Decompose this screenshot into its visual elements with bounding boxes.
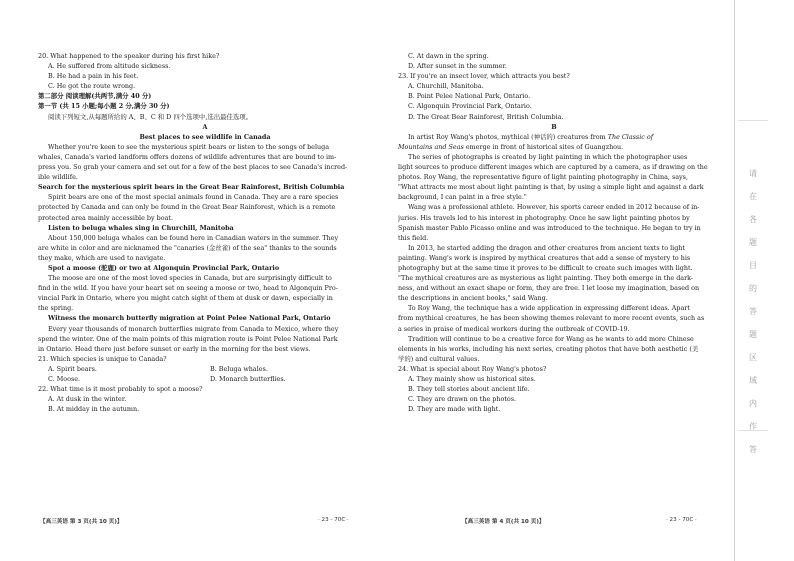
text-line: In 2013, he started adding the dragon and other creatures from ancient texts to light xyxy=(408,243,685,252)
q21-option-c[interactable]: C. Moose. xyxy=(48,375,81,383)
text-line: The series of photographs is created by light painting in which the photographer uses xyxy=(408,152,688,161)
text-line: find in the wild. If you have your heart set on seeing a moose or two, head to Algonquin Pro- xyxy=(38,284,338,293)
text-line: Wang was a professional athlete. However, his sports career ended in 2012 because of in- xyxy=(408,203,700,212)
margin-char: 在 xyxy=(749,192,757,201)
heading-moose: Spot a moose (驼鹿) or two at Algonquin Provincial Park, Ontario xyxy=(48,263,280,272)
q21-option-a[interactable]: A. Spirit bears. xyxy=(48,364,97,373)
text-line: they make, which are used to navigate. xyxy=(38,253,166,262)
text-line: Spirit bears are one of the most special animals found in Canada. They are a rare species xyxy=(48,193,339,202)
left-column xyxy=(38,51,372,414)
text-line: Whether you're keen to see the mysterious spirit bears or listen to the songs of beluga xyxy=(48,142,330,151)
text-line: "The mythical creatures are as mysterious as light painting. They both emerge in the dark- xyxy=(398,274,694,283)
text-line: The moose are one of the most loved species in Canada, but are surprisingly difficult to xyxy=(48,274,332,283)
paragraph-moose xyxy=(38,273,372,313)
heading-monarch-butterfly: Witness the monarch butterfly migration at Point Pelee National Park, Ontario xyxy=(48,314,331,323)
text-line: ible wildlife. xyxy=(38,173,78,182)
text-line: are white in color and are nicknamed the "canaries (金丝雀) of the sea" thanks to the sounds xyxy=(38,243,337,252)
text-line xyxy=(398,132,710,142)
book-title-span: Mountains and Seas xyxy=(398,142,464,151)
margin-char: 区 xyxy=(749,353,757,362)
answer-area-margin xyxy=(734,0,775,561)
text-line: photography but at the same time it proves to be difficult to create such images with light. xyxy=(398,263,693,272)
margin-divider xyxy=(738,120,768,121)
text-line: the descriptions in ancient books," said Wang. xyxy=(398,294,548,303)
passage-a-letter: A xyxy=(202,122,208,131)
paragraph-b-1 xyxy=(398,132,710,152)
q23-option-a[interactable]: A. Churchill, Manitoba. xyxy=(408,82,484,91)
text-line: juries. His travels led to his interest in photography. Once he saw light painting photos by xyxy=(398,213,690,222)
paragraph-b-3 xyxy=(398,202,710,242)
margin-char: 题 xyxy=(749,330,757,339)
q23-option-b[interactable]: B. Point Pelee National Park, Ontario. xyxy=(408,92,531,101)
paragraph-b-6 xyxy=(398,334,710,364)
right-column xyxy=(398,51,710,414)
q23-option-d[interactable]: D. The Great Bear Rainforest, British Columbia. xyxy=(408,112,564,121)
q24-option-d[interactable]: D. They are made with light. xyxy=(408,405,501,414)
book-title-span: The Classic of xyxy=(607,132,654,141)
text-line: painting. Wang's work is inspired by mythical creatures that add a sense of mystery to his xyxy=(398,253,691,262)
q22-option-c[interactable]: C. At dawn in the spring. xyxy=(408,52,489,60)
text-line: About 150,000 beluga whales can be found here in Canadian waters in the summer. They xyxy=(48,233,339,242)
q24-question: 24. What is special about Roy Wang's photos? xyxy=(398,364,547,373)
text-line: To Roy Wang, the technique has a wide application in expressing different ideas. Apart xyxy=(408,304,690,313)
paragraph-spirit-bears xyxy=(38,192,372,222)
margin-char: 答 xyxy=(749,445,757,454)
text-line: Spanish master Pablo Picasso online and was introduced to the technique. He began to try in xyxy=(398,223,701,232)
text-line: 学的) and cultural values. xyxy=(398,354,480,363)
text-line: "What attracts me most about light painting is that, by using a simple light and against a dark xyxy=(398,183,704,192)
text-line: spend the winter. One of the main points of this migration route is Point Pelee National Park xyxy=(38,334,338,343)
text-line: press you. So grab your camera and set out for a few of the best places to see Canada's incred- xyxy=(38,163,348,172)
q21-option-d[interactable]: D. Monarch butterflies. xyxy=(210,375,286,383)
left-footer-code: · 23 - 70C · xyxy=(318,517,349,523)
margin-char: 内 xyxy=(749,399,757,408)
q22-option-a[interactable]: A. At dusk in the winter. xyxy=(48,395,127,404)
left-footer: 【高三英语 第 3 页(共 10 页)】 xyxy=(40,519,123,525)
text-line xyxy=(398,142,710,152)
text-line: this field. xyxy=(398,233,429,242)
text-line: the spring. xyxy=(38,304,74,313)
part2-title: 第二部分 阅读理解(共两节,满分 40 分) xyxy=(38,92,152,101)
margin-char: 题 xyxy=(749,238,757,247)
q20-question: 20. What happened to the speaker during his first hike? xyxy=(38,52,220,60)
paragraph-b-4 xyxy=(398,243,710,304)
margin-char: 各 xyxy=(749,215,757,224)
margin-char: 答 xyxy=(749,307,757,316)
q21-options-row-1 xyxy=(38,364,372,374)
margin-char: 域 xyxy=(749,376,757,385)
passage-b-letter: B xyxy=(551,122,557,131)
paragraph-b-2 xyxy=(398,152,710,202)
text-line: photos. Roy Wang, the representative figure of light painting photography in China, says, xyxy=(398,173,688,182)
text-line: Tradition will continue to be a creative force for Wang as he wants to add more Chinese xyxy=(408,334,694,343)
q22-option-d[interactable]: D. After sunset in the summer. xyxy=(408,62,507,71)
text-line: vincial Park in Ontario, where you might catch sight of them at dusk or dawn, especially in xyxy=(38,294,333,303)
q21-option-b[interactable]: B. Beluga whales. xyxy=(210,364,268,373)
paragraph-monarch-butterfly xyxy=(38,324,372,354)
q23-option-c[interactable]: C. Algonquin Provincial Park, Ontario. xyxy=(408,102,532,111)
margin-char: 目 xyxy=(749,261,757,270)
text-line: protected by Canada and can only be found in the Great Bear Rainforest, which is a remote xyxy=(38,203,336,212)
intro-paragraph xyxy=(38,142,372,182)
margin-char: 作 xyxy=(749,422,757,431)
text-line: a series in praise of medical workers during the outbreak of COVID-19. xyxy=(398,324,630,333)
text-line: Every year thousands of monarch butterflies migrate from Canada to Mexico, where they xyxy=(48,324,339,333)
paragraph-b-5 xyxy=(398,303,710,333)
q20-option-a[interactable]: A. He suffered from altitude sickness. xyxy=(48,62,171,71)
heading-beluga-whales: Listen to beluga whales sing in Churchill, Manitoba xyxy=(48,223,234,232)
text-line: in Ontario. Head there just before sunset or early in the morning for the best views. xyxy=(38,344,311,353)
text-line: light sources to produce different images which are captured by a camera, as if drawing on the xyxy=(398,163,708,172)
text-line: background, I can paint in a free style." xyxy=(398,193,527,202)
text-line: elements in his works, including his next series, creating photos that have both aesthetic (美 xyxy=(398,344,699,353)
section1-title: 第一节 (共 15 小题;每小题 2 分,满分 30 分) xyxy=(38,102,170,111)
text-line: ness, and without an exact shape or form, they are free. I let loose my imagination, based on xyxy=(398,284,700,293)
q20-option-b[interactable]: B. He had a pain in his feet. xyxy=(48,72,139,81)
margin-char: 的 xyxy=(749,284,757,293)
margin-char: 请 xyxy=(749,169,757,178)
q23-question: 23. If you're an insect lover, which attracts you best? xyxy=(398,72,570,81)
right-footer: 【高三英语 第 4 页(共 10 页)】 xyxy=(462,519,545,525)
right-footer-code: · 23 - 70C · xyxy=(666,517,697,523)
q22-question: 22. What time is it most probably to spot a moose? xyxy=(38,385,203,394)
q24-option-b[interactable]: B. They tell stories about ancient life. xyxy=(408,385,530,394)
text-line: whales, Canada's varied landform offers dozens of wildlife adventures that are bound to im- xyxy=(38,152,337,161)
text-line: from mythical creatures, he has been showing themes relevant to more recent events, such as xyxy=(398,314,705,323)
passage-a-title: Best places to see wildlife in Canada xyxy=(139,132,271,141)
instruction: 阅读下列短文,从每题所给的 A、B、C 和 D 四个选项中,选出最佳选项。 xyxy=(48,112,253,121)
text-line: protected area mainly accessible by boat. xyxy=(38,213,173,222)
q24-option-c[interactable]: C. They are drawn on the photos. xyxy=(408,395,517,404)
q22-option-b[interactable]: B. At midday in the autumn. xyxy=(48,405,140,414)
q21-options-row-2 xyxy=(38,374,372,384)
heading-spirit-bears: Search for the mysterious spirit bears in the Great Bear Rainforest, British Columbia xyxy=(38,183,345,192)
paragraph-beluga-whales xyxy=(38,233,372,263)
text-span: emerge in front of historical sites of Guangzhou. xyxy=(463,142,624,151)
q24-option-a[interactable]: A. They mainly show us historical sites. xyxy=(408,375,536,383)
q20-option-c[interactable]: C. He got the route wrong. xyxy=(48,82,136,91)
q21-question: 21. Which species is unique to Canada? xyxy=(38,354,167,363)
text-span: In artist Roy Wang's photos, mythical (神话的) creatures from xyxy=(408,132,608,141)
